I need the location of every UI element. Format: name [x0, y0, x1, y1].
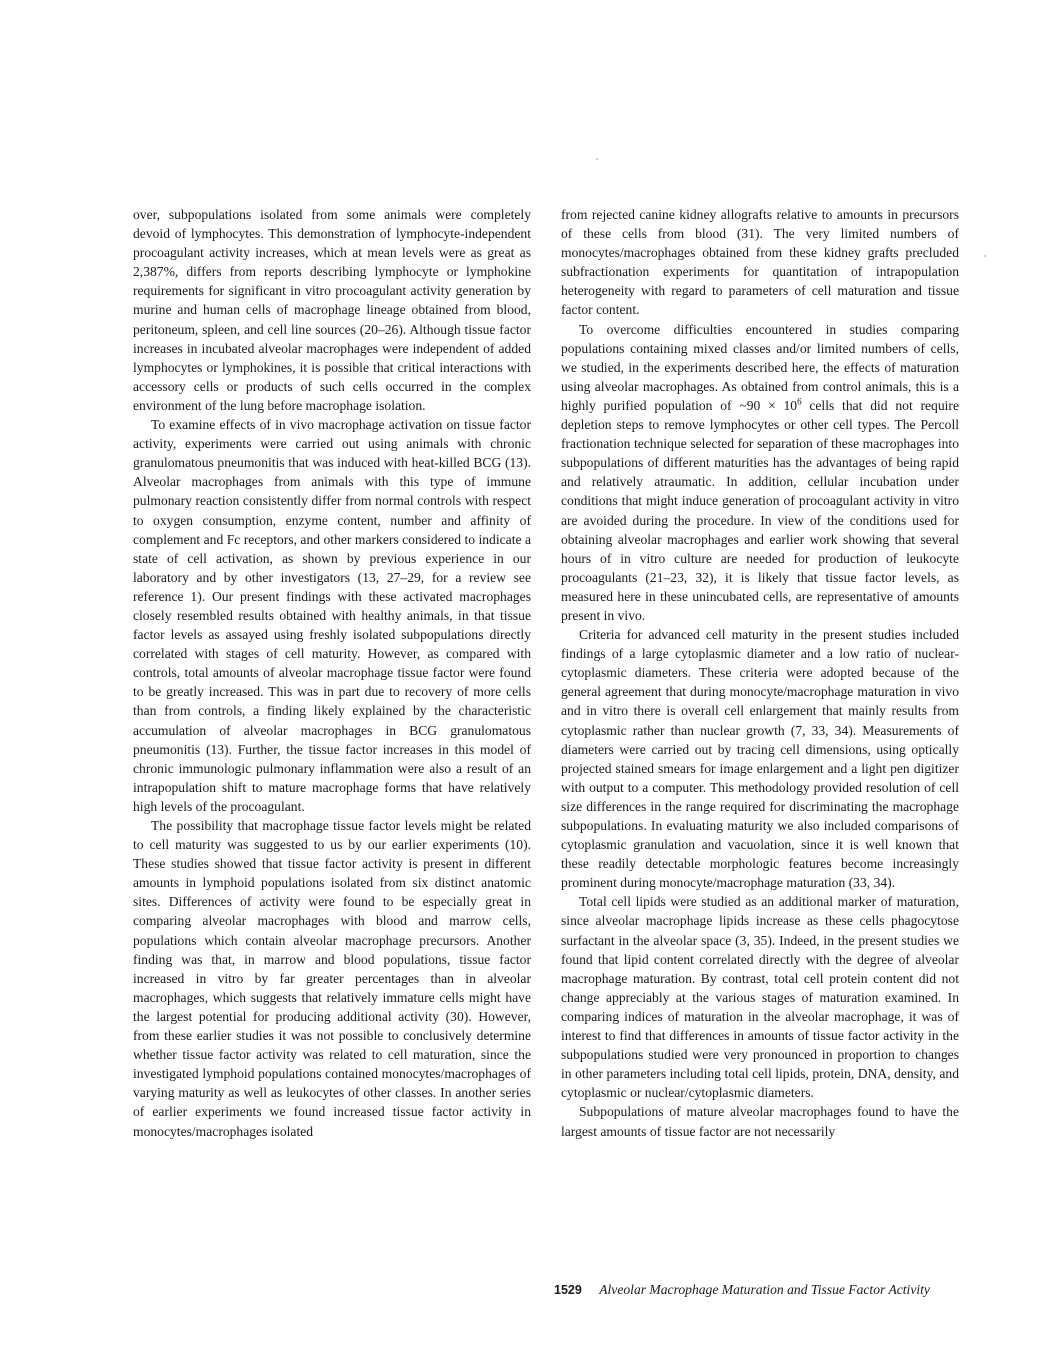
running-title: Alveolar Macrophage Maturation and Tissue Factor Activity	[599, 1282, 930, 1297]
paragraph: Subpopulations of mature alveolar macrophages found to have the largest amounts of tissue factor are not necessarily	[561, 1104, 959, 1139]
page-footer	[554, 1282, 930, 1298]
paragraph: To examine effects of in vivo macrophage activation on tissue factor activity, experiments were carried out using animals with chronic granulomatous pneumonitis that was induced with heat-killed BCG (13). Alveolar macrophages from animals with this type of immune pulmonary reaction consistently differ from normal controls with respect to oxygen consumption, enzyme content, number and affinity of complement and Fc receptors, and other markers considered to indicate a state of cell activation, as shown by previous experience in our laboratory and by other investigators (13, 27–29, for a review see reference 1). Our present findings with these activated macrophages closely resembled results obtained with healthy animals, in that tissue factor levels as assayed using freshly isolated subpopulations directly correlated with stages of cell maturity. However, as compared with controls, total amounts of alveolar macrophage tissue factor were found to be greatly increased. This was in part due to recovery of more cells than from controls, a finding likely explained by the characteristic accumulation of alveolar macrophages in BCG granulomatous pneumonitis (13). Further, the tissue factor increases in this model of chronic immunologic pulmonary inflammation were also a result of an intrapopulation shift to mature macrophage forms that have relatively high levels of the procoagulant.	[133, 417, 531, 814]
page-number: 1529	[554, 1283, 582, 1297]
paragraph-text: To overcome difficulties encountered in studies comparing populations containing mixed classes and/or limited numbers of cells, we studied, in the experiments described here, the effects of maturation using alveolar macrophages. As obtained from control animals, this is a highly purified population of ~90 × 10	[561, 321, 959, 413]
scan-speck	[984, 255, 986, 257]
paragraph: over, subpopulations isolated from some animals were completely devoid of lymphocytes. This demonstration of lymphocyte-independent procoagulant activity increases, which at mean levels were as great as 2,387%, differs from reports describing lymphocyte or lymphokine requirements for significant in vitro procoagulant activity generation by murine and human cells of macrophage lineage obtained from blood, peritoneum, spleen, and cell line sources (20–26). Although tissue factor increases in incubated alveolar macrophages were independent of added lymphocytes or lymphokines, it is possible that critical interactions with accessory cells or products of such cells occurred in the complex environment of the lung before macrophage isolation.	[133, 207, 531, 413]
scan-speck	[596, 158, 598, 160]
left-column	[133, 205, 531, 1141]
paragraph: Total cell lipids were studied as an additional marker of maturation, since alveolar macrophage lipids increase as these cells phagocytose surfactant in the alveolar space (3, 35). Indeed, in the present studies we found that lipid content correlated directly with the degree of alveolar macrophage maturation. By contrast, total cell protein content did not change appreciably at the various stages of maturation examined. In comparing indices of maturation in the alveolar macrophage, it was of interest to find that differences in amounts of tissue factor activity in the subpopulations studied were very pronounced in proportion to changes in other parameters including total cell lipids, protein, DNA, density, and cytoplasmic or nuclear/cytoplasmic diameters.	[561, 894, 959, 1101]
paragraph: from rejected canine kidney allografts relative to amounts in precursors of these cells from blood (31). The very limited numbers of monocytes/macrophages obtained from these kidney grafts precluded subfractionation experiments for quantitation of intrapopulation heterogeneity with regard to parameters of cell maturation and tissue factor content.	[561, 207, 959, 318]
paragraph-text: cells that did not require depletion steps to remove lymphocytes or other cell types. The Percoll fractionation technique selected for separation of these macrophages into subpopulations of different maturities has the advantages of being rapid and relatively atraumatic. In addition, cellular incubation under conditions that might induce generation of procoagulant activity in vitro are avoided during the procedure. In view of the conditions used for obtaining alveolar macrophages and earlier work showing that several hours of in vitro culture are needed for production of leukocyte procoagulants (21–23, 32), it is likely that tissue factor levels, as measured here in these unincubated cells, are representative of amounts present in vivo.	[561, 397, 959, 623]
paragraph	[561, 320, 959, 626]
paragraph: The possibility that macrophage tissue factor levels might be related to cell maturity was suggested to us by our earlier experiments (10). These studies showed that tissue factor activity is present in different amounts in lymphoid populations isolated from six distinct anatomic sites. Differences of activity were found to be especially great in comparing alveolar macrophages with blood and marrow cells, populations which contain alveolar macrophage precursors. Another finding was that, in marrow and blood populations, tissue factor increased in vitro by far greater percentages than in alveolar macrophages, which suggests that relatively immature cells might have the largest potential for producing additional activity (30). However, from these earlier studies it was not possible to conclusively determine whether tissue factor activity was related to cell maturation, since the investigated lymphoid populations contained monocytes/macrophages of varying maturity as well as leukocytes of other classes. In another series of earlier experiments we found increased tissue factor activity in monocytes/macrophages isolated	[133, 818, 531, 1139]
superscript: 6	[797, 396, 802, 407]
right-column	[561, 205, 959, 1141]
paragraph: Criteria for advanced cell maturity in the present studies included findings of a large cytoplasmic diameter and a low ratio of nuclear-cytoplasmic diameters. These criteria were adopted because of the general agreement that during monocyte/macrophage maturation in vivo and in vitro there is overall cell enlargement that mainly results from cytoplasmic rather than nuclear growth (7, 33, 34). Measurements of diameters were carried out by tracing cell dimensions, using optically projected stained smears for image enlargement and a light pen digitizer with output to a computer. This methodology provided resolution of cell size differences in the range required for discriminating the macrophage subpopulations. In evaluating maturity we also included comparisons of cytoplasmic granulation and vacuolation, since it is well known that these readily detectable morphologic features become increasingly prominent during monocyte/macrophage maturation (33, 34).	[561, 627, 959, 891]
